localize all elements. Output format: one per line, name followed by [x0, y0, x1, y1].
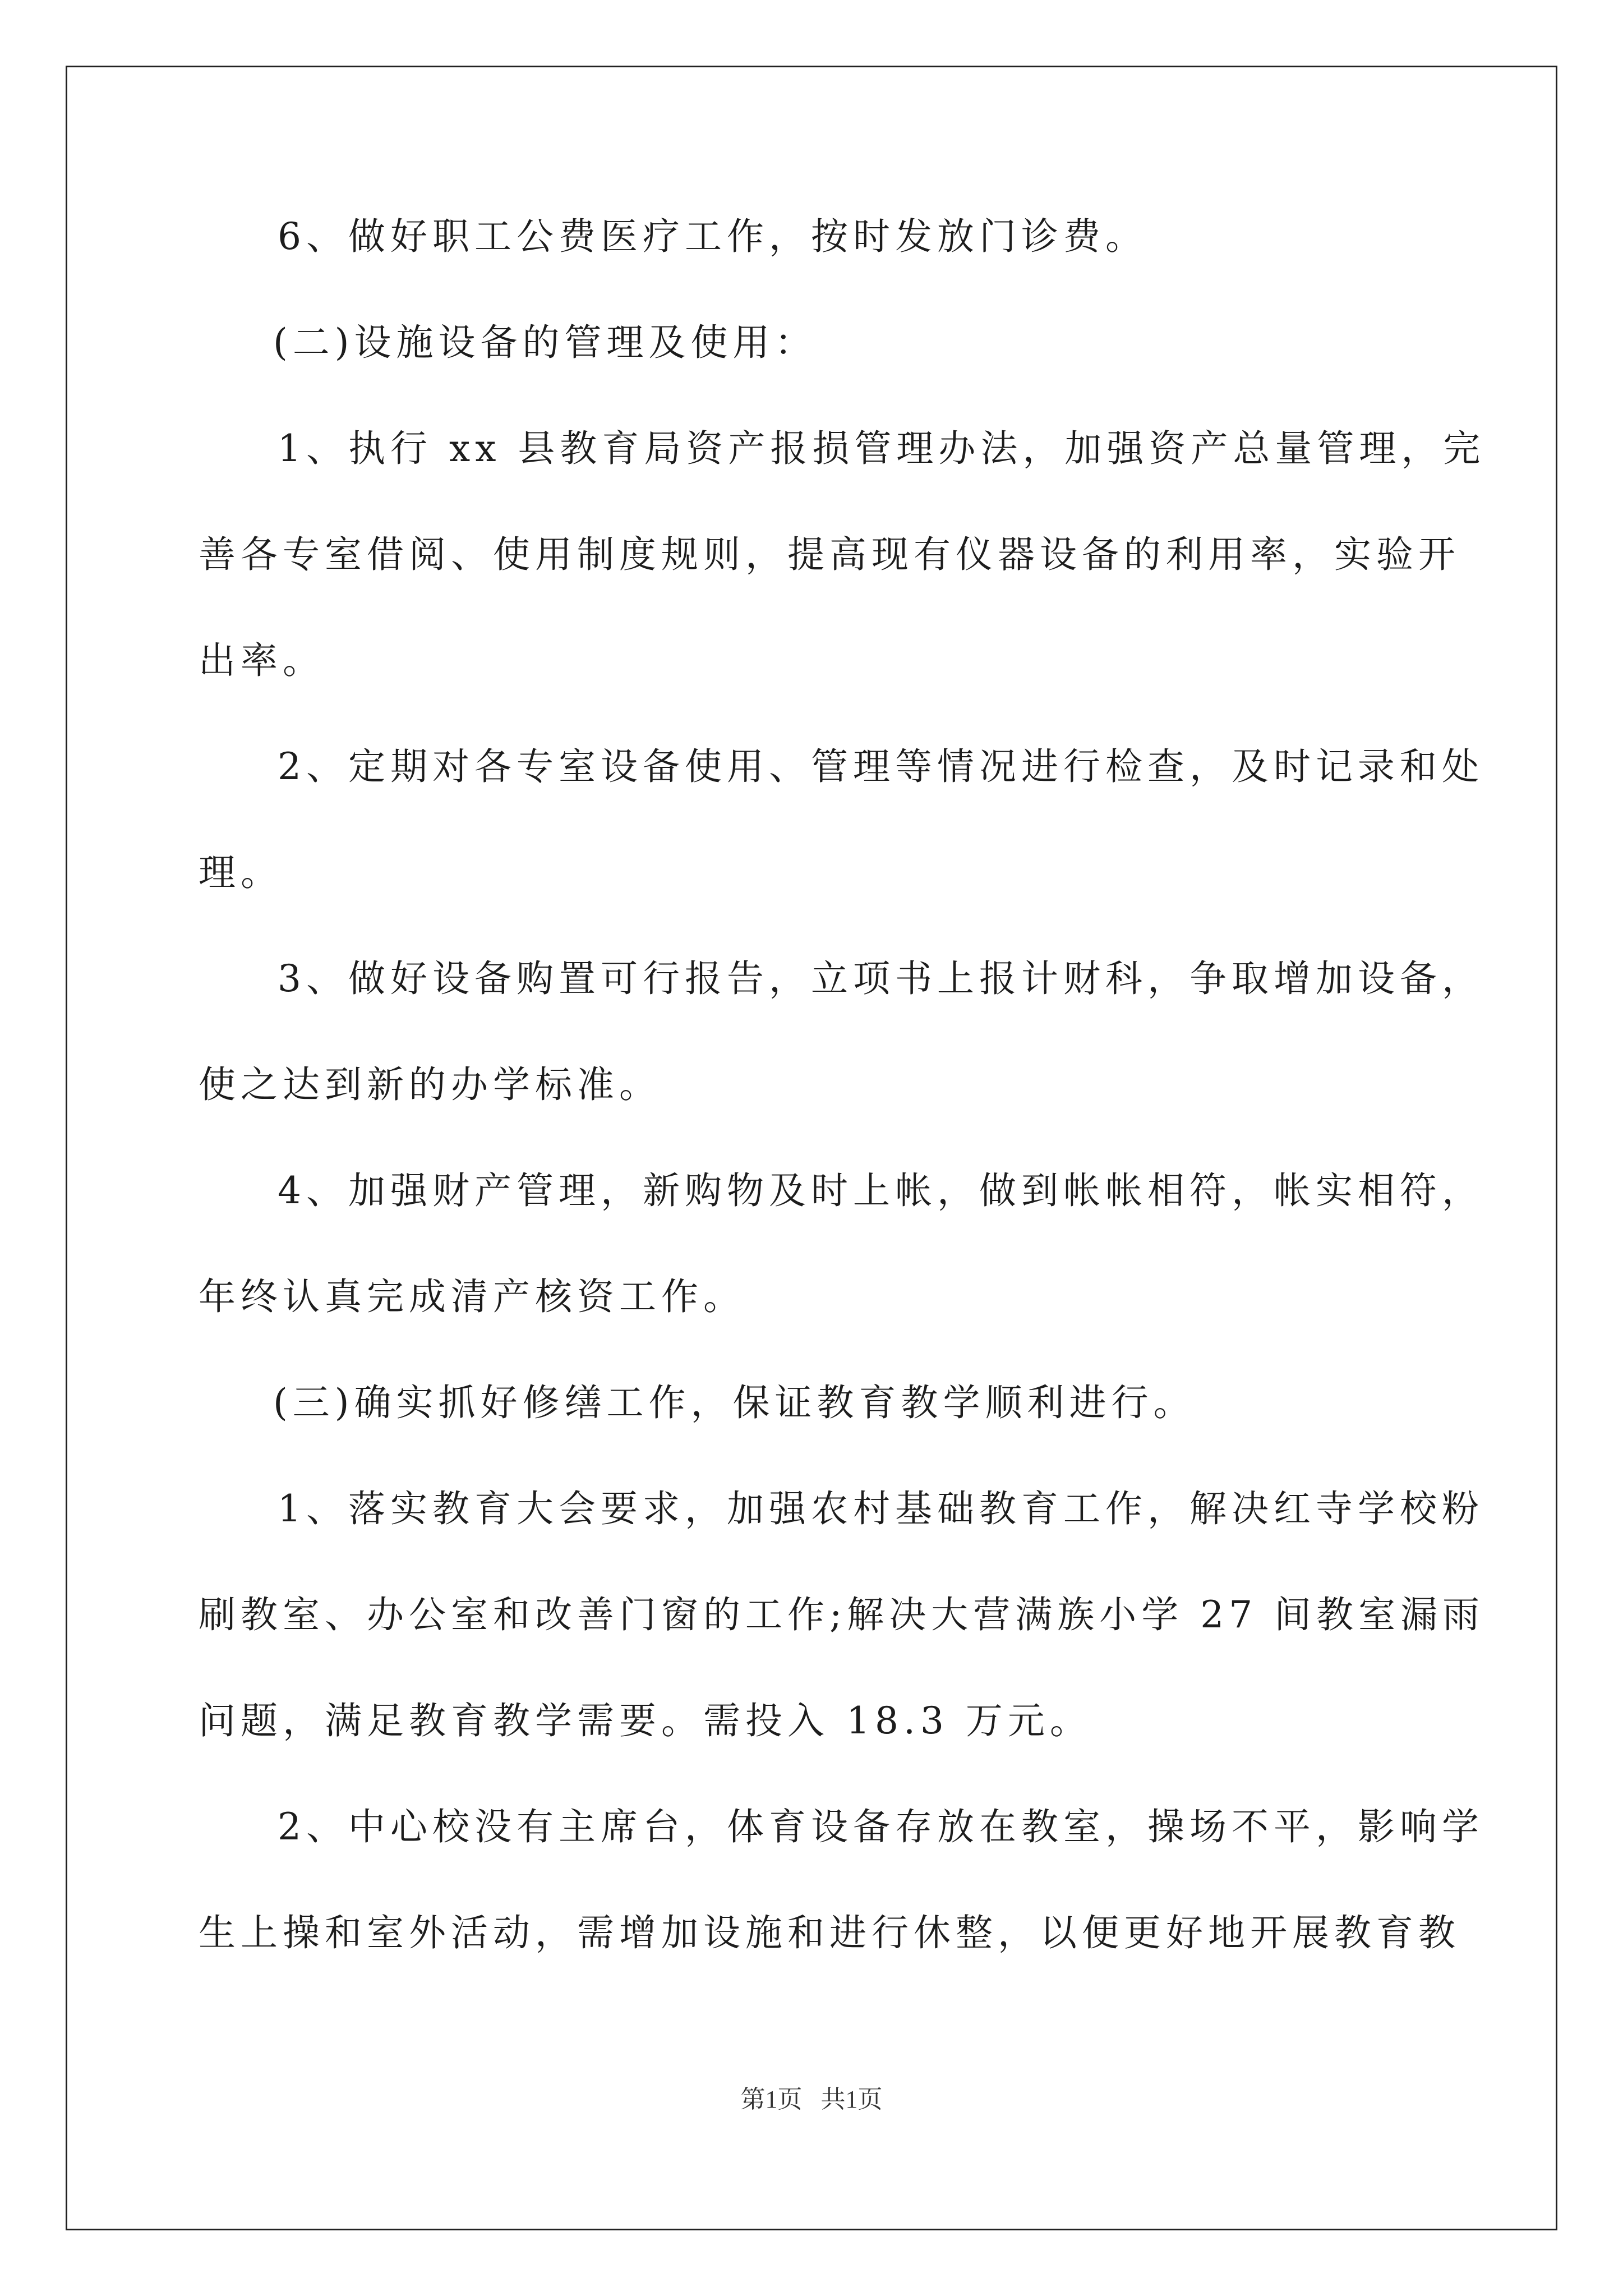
- paragraph-line: 2、定期对各专室设备使用、管理等情况进行检查，及时记录和处: [278, 745, 1484, 788]
- paragraph-line: 1、落实教育大会要求，加强农村基础教育工作，解决红寺学校粉: [278, 1487, 1484, 1530]
- paragraph-line: 生上操和室外活动，需增加设施和进行休整，以便更好地开展教育教: [199, 1911, 1460, 1954]
- paragraph-line: 年终认真完成清产核资工作。: [199, 1275, 745, 1318]
- paragraph-line: 1、执行 xx 县教育局资产报损管理办法，加强资产总量管理，完: [278, 427, 1486, 470]
- page-number-footer: 第1页 共1页: [740, 2086, 883, 2113]
- section-heading: (三)确实抓好修缮工作，保证教育教学顺利进行。: [273, 1381, 1196, 1424]
- paragraph-line: 使之达到新的办学标准。: [199, 1063, 661, 1106]
- paragraph-line: 2、中心校没有主席台，体育设备存放在教室，操场不平，影响学: [278, 1805, 1484, 1848]
- paragraph-line: 3、做好设备购置可行报告，立项书上报计财科，争取增加设备，: [278, 957, 1484, 1000]
- paragraph-line: 善各专室借阅、使用制度规则，提高现有仪器设备的利用率，实验开: [199, 533, 1460, 576]
- paragraph-line: 6、做好职工公费医疗工作，按时发放门诊费。: [278, 215, 1147, 258]
- paragraph-line: 出率。: [199, 639, 325, 682]
- paragraph-line: 问题，满足教育教学需要。需投入 18.3 万元。: [199, 1699, 1092, 1742]
- paragraph-line: 4、加强财产管理，新购物及时上帐，做到帐帐相符，帐实相符，: [278, 1169, 1484, 1212]
- paragraph-line: 刷教室、办公室和改善门窗的工作;解决大营满族小学 27 间教室漏雨: [199, 1593, 1485, 1636]
- section-heading: (二)设施设备的管理及使用：: [273, 321, 817, 364]
- paragraph-line: 理。: [199, 851, 283, 894]
